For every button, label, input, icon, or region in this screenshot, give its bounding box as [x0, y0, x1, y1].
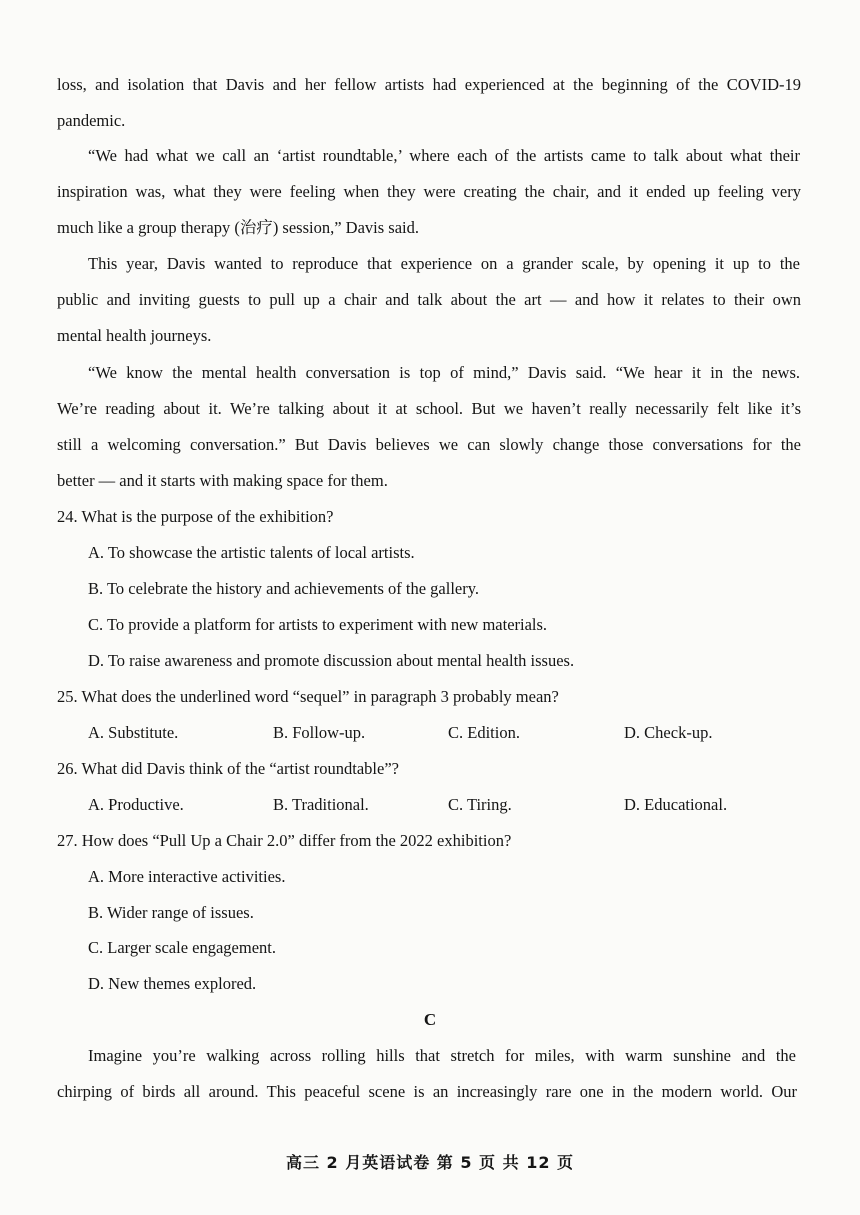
section-heading: C [423, 1010, 437, 1029]
question-24-option-b: B. To celebrate the history and achievements of the gallery. [88, 579, 480, 598]
passage-line: better — and it starts with making space for them. [57, 471, 388, 490]
passage-line: mental health journeys. [57, 326, 212, 345]
question-26-option-b: B. Traditional. [273, 795, 369, 814]
question-25-stem: 25. What does the underlined word “sequel” in paragraph 3 probably mean? [57, 687, 559, 706]
passage-line: pandemic. [57, 111, 126, 130]
page-footer: 高三 2 月英语试卷 第 5 页 共 12 页 [285, 1153, 575, 1172]
section-c-line: chirping of birds all around. This peaceful scene is an increasingly rare one in the modern world. Our [57, 1082, 797, 1101]
question-25-option-c: C. Edition. [448, 723, 520, 742]
question-26-option-c: C. Tiring. [448, 795, 512, 814]
question-27-option-c: C. Larger scale engagement. [88, 938, 276, 957]
section-c-line: Imagine you’re walking across rolling hills that stretch for miles, with warm sunshine and the [88, 1046, 796, 1065]
question-27-stem: 27. How does “Pull Up a Chair 2.0” differ from the 2022 exhibition? [57, 831, 512, 850]
question-25-option-a: A. Substitute. [88, 723, 179, 742]
question-26-option-a: A. Productive. [88, 795, 184, 814]
passage-line: much like a group therapy (治疗) session,” Davis said. [57, 218, 420, 237]
passage-line: “We had what we call an ‘artist roundtable,’ where each of the artists came to talk about what their [88, 146, 800, 165]
passage-line: We’re reading about it. We’re talking about it at school. But we haven’t really necessarily felt like it’s [57, 399, 801, 418]
question-25-option-d: D. Check-up. [624, 723, 713, 742]
question-26-stem: 26. What did Davis think of the “artist roundtable”? [57, 759, 399, 778]
passage-line: inspiration was, what they were feeling when they were creating the chair, and it ended up feeling very [57, 182, 801, 201]
question-26-option-d: D. Educational. [624, 795, 728, 814]
question-26-options [0, 795, 860, 815]
passage-line: This year, Davis wanted to reproduce that experience on a grander scale, by opening it up to the [88, 254, 800, 273]
question-25-option-b: B. Follow-up. [273, 723, 366, 742]
passage-line: public and inviting guests to pull up a chair and talk about the art — and how it relates to their own [57, 290, 801, 309]
passage-line: still a welcoming conversation.” But Davis believes we can slowly change those conversations for the [57, 435, 801, 454]
question-27-option-b: B. Wider range of issues. [88, 903, 254, 922]
question-27-option-d: D. New themes explored. [88, 974, 257, 993]
question-24-option-a: A. To showcase the artistic talents of local artists. [88, 543, 415, 562]
question-24-stem: 24. What is the purpose of the exhibition? [57, 507, 334, 526]
passage-line: “We know the mental health conversation is top of mind,” Davis said. “We hear it in the news. [88, 363, 800, 382]
question-24-option-c: C. To provide a platform for artists to experiment with new materials. [88, 615, 548, 634]
question-25-options [0, 723, 860, 743]
passage-line: loss, and isolation that Davis and her fellow artists had experienced at the beginning of the COVID-19 [57, 75, 801, 94]
question-24-option-d: D. To raise awareness and promote discussion about mental health issues. [88, 651, 575, 670]
question-27-option-a: A. More interactive activities. [88, 867, 286, 886]
